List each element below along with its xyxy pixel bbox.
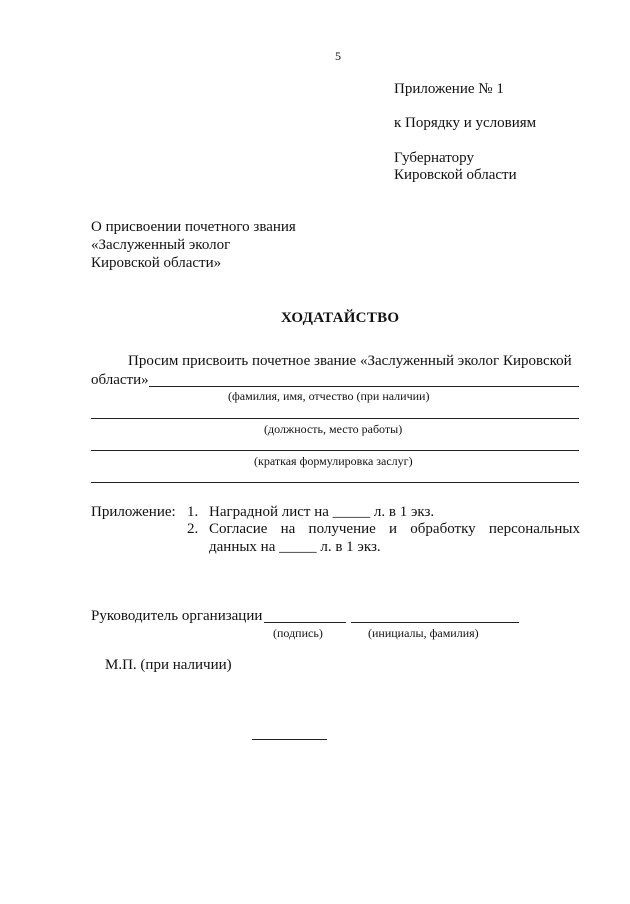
position-fill-line[interactable] [91,418,579,419]
subject-line-1: О присвоении почетного звания [91,219,296,235]
closing-rule [252,739,327,740]
merits-fill-line-1[interactable] [91,450,579,451]
subject-line-3: Кировской области» [91,255,222,271]
fio-caption: (фамилия, имя, отчество (при наличии) [228,389,430,403]
attachment-2-text-line-2: данных на _____ л. в 1 экз. [209,539,381,555]
attachment-2-number: 2. [187,521,199,537]
signature-caption: (подпись) [273,626,323,640]
signature-fill-line[interactable] [264,622,346,623]
attachment-2-text-line-1: Согласие на получение и обработку персональных [209,521,580,537]
page-number: 5 [335,49,341,63]
name-caption: (инициалы, фамилия) [368,626,479,640]
document-title: ХОДАТАЙСТВО [281,310,400,326]
merits-caption: (краткая формулировка заслуг) [254,454,413,468]
position-caption: (должность, место работы) [264,422,403,436]
stamp-note: М.П. (при наличии) [105,657,232,673]
addressee-line-1: Губернатору [394,150,474,166]
subject-line-2: «Заслуженный эколог [91,237,231,253]
attachment-1-number: 1. [187,504,199,520]
addressee-line-2: Кировской области [394,167,517,183]
merits-fill-line-2[interactable] [91,482,579,483]
procedure-reference: к Порядку и условиям [394,115,537,131]
request-line-1: Просим присвоить почетное звание «Заслуженный эколог Кировской [128,353,572,369]
signature-label: Руководитель организации [91,608,263,624]
appendix-label: Приложение № 1 [394,81,504,97]
name-fill-line[interactable] [351,622,519,623]
attachments-label: Приложение: [91,504,176,520]
fio-fill-line[interactable] [149,386,579,387]
request-line-2: области» [91,372,149,388]
attachment-1-text: Наградной лист на _____ л. в 1 экз. [209,504,435,520]
